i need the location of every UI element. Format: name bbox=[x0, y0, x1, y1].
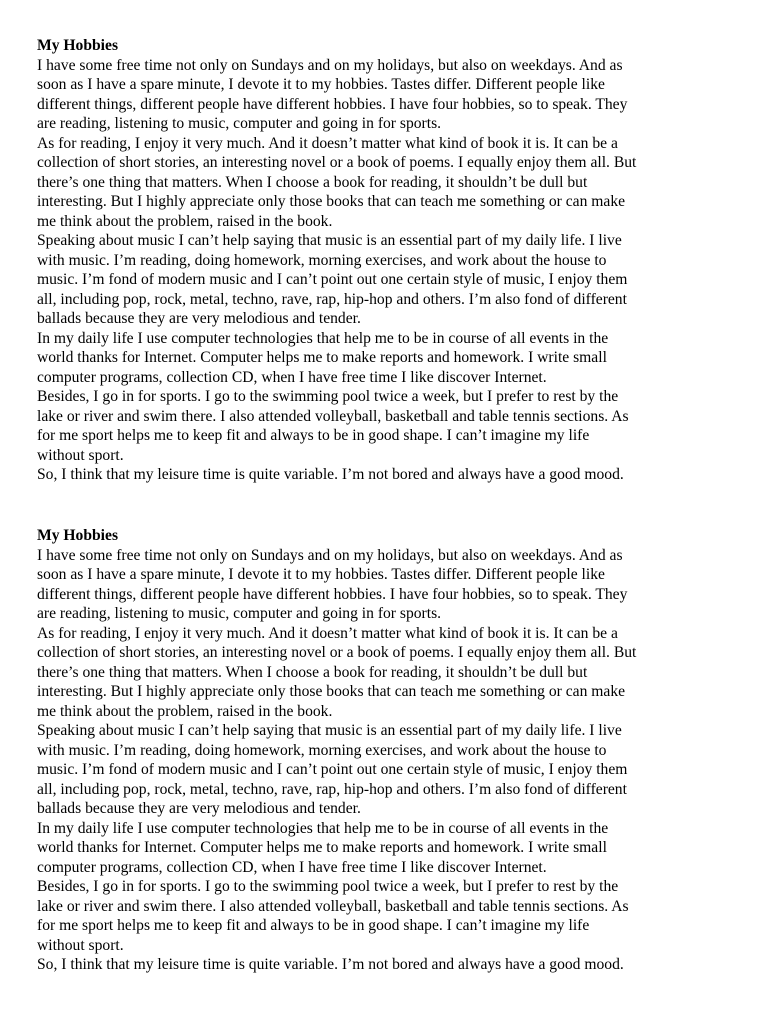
essay-line: collection of short stories, an interesting novel or a book of poems. I equally enjoy them all. But bbox=[37, 644, 637, 661]
essay-title: My Hobbies bbox=[37, 527, 119, 544]
essay-line: with music. I’m reading, doing homework, morning exercises, and work about the house to bbox=[37, 741, 607, 759]
essay-line: soon as I have a spare minute, I devote it to my hobbies. Tastes differ. Different people like bbox=[37, 76, 605, 93]
essay-line: So, I think that my leisure time is quite variable. I’m not bored and always have a good mood. bbox=[37, 956, 624, 973]
essay-title: My Hobbies bbox=[37, 37, 119, 54]
essay-line: ballads because they are very melodious and tender. bbox=[37, 310, 361, 327]
essay-line: lake or river and swim there. I also attended volleyball, basketball and table tennis sections. As bbox=[37, 407, 629, 425]
essay-line: for me sport helps me to keep fit and always to be in good shape. I can’t imagine my life bbox=[37, 427, 590, 444]
essay-line: with music. I’m reading, doing homework, morning exercises, and work about the house to bbox=[37, 251, 607, 269]
essay-line: I have some free time not only on Sundays and on my holidays, but also on weekdays. And as bbox=[37, 546, 623, 564]
essay-line: are reading, listening to music, computer and going in for sports. bbox=[37, 605, 442, 622]
essay-line: without sport. bbox=[37, 936, 124, 954]
essay-line: world thanks for Internet. Computer helps me to make reports and homework. I write small bbox=[37, 839, 607, 856]
essay-line: different things, different people have different hobbies. I have four hobbies, so to speak. They bbox=[37, 585, 628, 603]
essay-line: Besides, I go in for sports. I go to the swimming pool twice a week, but I prefer to rest by the bbox=[37, 388, 619, 405]
essay-line: interesting. But I highly appreciate only those books that can teach me something or can make bbox=[37, 683, 626, 700]
essay-line: me think about the problem, raised in the book. bbox=[37, 212, 333, 230]
essay-body bbox=[37, 546, 737, 975]
essay-line: I have some free time not only on Sundays and on my holidays, but also on weekdays. And as bbox=[37, 56, 623, 74]
essay-line: So, I think that my leisure time is quite variable. I’m not bored and always have a good mood. bbox=[37, 466, 624, 483]
essay-line: computer programs, collection CD, when I have free time I like discover Internet. bbox=[37, 858, 547, 876]
essay-line: different things, different people have different hobbies. I have four hobbies, so to speak. They bbox=[37, 95, 628, 113]
essay-line: there’s one thing that matters. When I choose a book for reading, it shouldn’t be dull but bbox=[37, 173, 588, 191]
essay-body bbox=[37, 56, 737, 485]
essay-line: Besides, I go in for sports. I go to the swimming pool twice a week, but I prefer to rest by the bbox=[37, 878, 619, 895]
essay-line: music. I’m fond of modern music and I can’t point out one certain style of music, I enjoy them bbox=[37, 271, 628, 288]
essay-line: As for reading, I enjoy it very much. And it doesn’t matter what kind of book it is. It can be a bbox=[37, 134, 618, 152]
essay-line: there’s one thing that matters. When I choose a book for reading, it shouldn’t be dull but bbox=[37, 663, 588, 681]
essay-line: all, including pop, rock, metal, techno, rave, rap, hip-hop and others. I’m also fond of different bbox=[37, 290, 627, 308]
essay-line: lake or river and swim there. I also attended volleyball, basketball and table tennis sections. As bbox=[37, 897, 629, 915]
essay-line: music. I’m fond of modern music and I can’t point out one certain style of music, I enjoy them bbox=[37, 761, 628, 778]
essay-line: ballads because they are very melodious and tender. bbox=[37, 800, 361, 817]
essay-section bbox=[37, 36, 737, 485]
essay-line: all, including pop, rock, metal, techno, rave, rap, hip-hop and others. I’m also fond of different bbox=[37, 780, 627, 798]
essay-line: As for reading, I enjoy it very much. And it doesn’t matter what kind of book it is. It can be a bbox=[37, 624, 618, 642]
essay-line: interesting. But I highly appreciate only those books that can teach me something or can make bbox=[37, 193, 626, 210]
essay-line: me think about the problem, raised in the book. bbox=[37, 702, 333, 720]
essay-line: soon as I have a spare minute, I devote it to my hobbies. Tastes differ. Different people like bbox=[37, 566, 605, 583]
essay-line: are reading, listening to music, computer and going in for sports. bbox=[37, 115, 442, 132]
essay-line: world thanks for Internet. Computer helps me to make reports and homework. I write small bbox=[37, 349, 607, 366]
essay-line: collection of short stories, an interesting novel or a book of poems. I equally enjoy them all. But bbox=[37, 154, 637, 171]
essay-line: Speaking about music I can’t help saying that music is an essential part of my daily life. I live bbox=[37, 232, 622, 249]
essay-line: In my daily life I use computer technologies that help me to be in course of all events in the bbox=[37, 329, 609, 347]
essay-line: In my daily life I use computer technologies that help me to be in course of all events in the bbox=[37, 819, 609, 837]
essay-section bbox=[37, 526, 737, 975]
essay-line: without sport. bbox=[37, 446, 124, 464]
essay-line: Speaking about music I can’t help saying that music is an essential part of my daily life. I live bbox=[37, 722, 622, 739]
essay-line: computer programs, collection CD, when I have free time I like discover Internet. bbox=[37, 368, 547, 386]
essay-line: for me sport helps me to keep fit and always to be in good shape. I can’t imagine my life bbox=[37, 917, 590, 934]
